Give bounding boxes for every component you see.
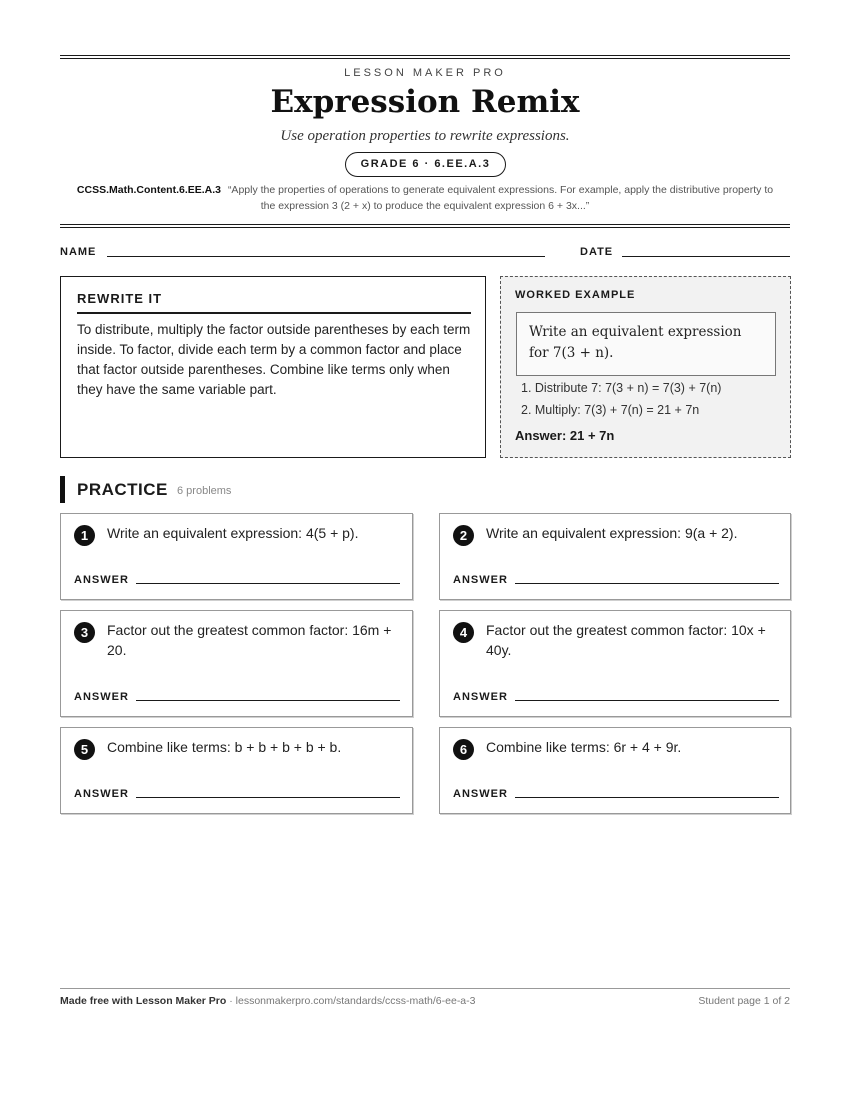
rewrite-it-body: To distribute, multiply the factor outside parentheses by each term inside. To factor, divide each term by a common factor and place that factor outside parentheses. Combine like terms only when they have the same variable part.	[77, 322, 471, 397]
standard-text: “Apply the properties of operations to generate equivalent expressions. For example, apply the distributive property to the expression 3 (2 + x) to produce the equivalent expression 6 + 3x...”	[227, 184, 774, 212]
worked-example-answer: Answer: 21 + 7n	[515, 428, 615, 443]
problem-text: Factor out the greatest common factor: 16m + 20.	[107, 622, 392, 658]
problem-number: 6	[453, 739, 474, 760]
worked-example-heading: WORKED EXAMPLE	[515, 289, 636, 301]
problem-number: 1	[74, 525, 95, 546]
problem-number: 4	[453, 622, 474, 643]
header-top-rule	[60, 55, 790, 59]
problem-card-6	[439, 727, 791, 814]
problem-card-5	[60, 727, 413, 814]
grade-badge: GRADE 6 · 6.EE.A.3	[345, 152, 506, 177]
problem-text: Write an equivalent expression: 4(5 + p).	[107, 525, 359, 541]
problem-card-3	[60, 610, 413, 717]
problem-number: 3	[74, 622, 95, 643]
answer-field-1[interactable]	[136, 583, 400, 584]
footer-page-number: Student page 1 of 2	[698, 995, 790, 1007]
standard-code: CCSS.Math.Content.6.EE.A.3	[76, 184, 222, 196]
rewrite-it-heading: REWRITE IT	[77, 291, 471, 314]
practice-heading: PRACTICE	[77, 480, 168, 499]
problem-card-4	[439, 610, 791, 717]
page-subtitle: Use operation properties to rewrite expressions.	[280, 128, 570, 144]
answer-label: ANSWER	[74, 574, 129, 586]
name-label: NAME	[60, 246, 97, 258]
practice-count: 6 problems	[177, 485, 232, 497]
answer-field-5[interactable]	[136, 797, 400, 798]
worked-example-step: 2. Multiply: 7(3) + 7(n) = 21 + 7n	[521, 403, 700, 417]
footer-credit	[60, 995, 476, 1007]
problem-text: Factor out the greatest common factor: 10x + 40y.	[486, 622, 766, 658]
worked-example-panel	[500, 276, 791, 458]
answer-label: ANSWER	[74, 691, 129, 703]
brand-name: LESSON MAKER PRO	[344, 67, 506, 79]
practice-accent-bar	[60, 476, 65, 503]
problem-number: 2	[453, 525, 474, 546]
header-bottom-rule	[60, 224, 790, 228]
name-field[interactable]	[107, 256, 545, 257]
date-field[interactable]	[622, 256, 790, 257]
problem-text: Write an equivalent expression: 9(a + 2).	[486, 525, 738, 541]
answer-label: ANSWER	[453, 691, 508, 703]
date-label: DATE	[580, 246, 614, 258]
problem-card-2	[439, 513, 791, 600]
problem-card-1	[60, 513, 413, 600]
footer-made-with: Made free with Lesson Maker Pro	[60, 995, 227, 1007]
answer-field-4[interactable]	[515, 700, 779, 701]
worked-example-prompt: Write an equivalent expression for 7(3 + n).	[516, 312, 776, 376]
answer-field-6[interactable]	[515, 797, 779, 798]
student-fields	[60, 246, 790, 262]
standard-description	[70, 182, 780, 214]
problem-text: Combine like terms: b + b + b + b + b.	[107, 739, 342, 755]
page-title: Expression Remix	[270, 84, 580, 120]
answer-field-2[interactable]	[515, 583, 779, 584]
footer-url[interactable]: · lessonmakerpro.com/standards/ccss-math/6-ee-a-3	[226, 995, 476, 1007]
answer-field-3[interactable]	[136, 700, 400, 701]
problem-number: 5	[74, 739, 95, 760]
answer-label: ANSWER	[453, 788, 508, 800]
answer-label: ANSWER	[453, 574, 508, 586]
footer-rule	[60, 988, 790, 989]
worked-example-step: 1. Distribute 7: 7(3 + n) = 7(3) + 7(n)	[521, 381, 722, 395]
problem-text: Combine like terms: 6r + 4 + 9r.	[486, 739, 682, 755]
answer-label: ANSWER	[74, 788, 129, 800]
rewrite-it-panel	[60, 276, 486, 458]
